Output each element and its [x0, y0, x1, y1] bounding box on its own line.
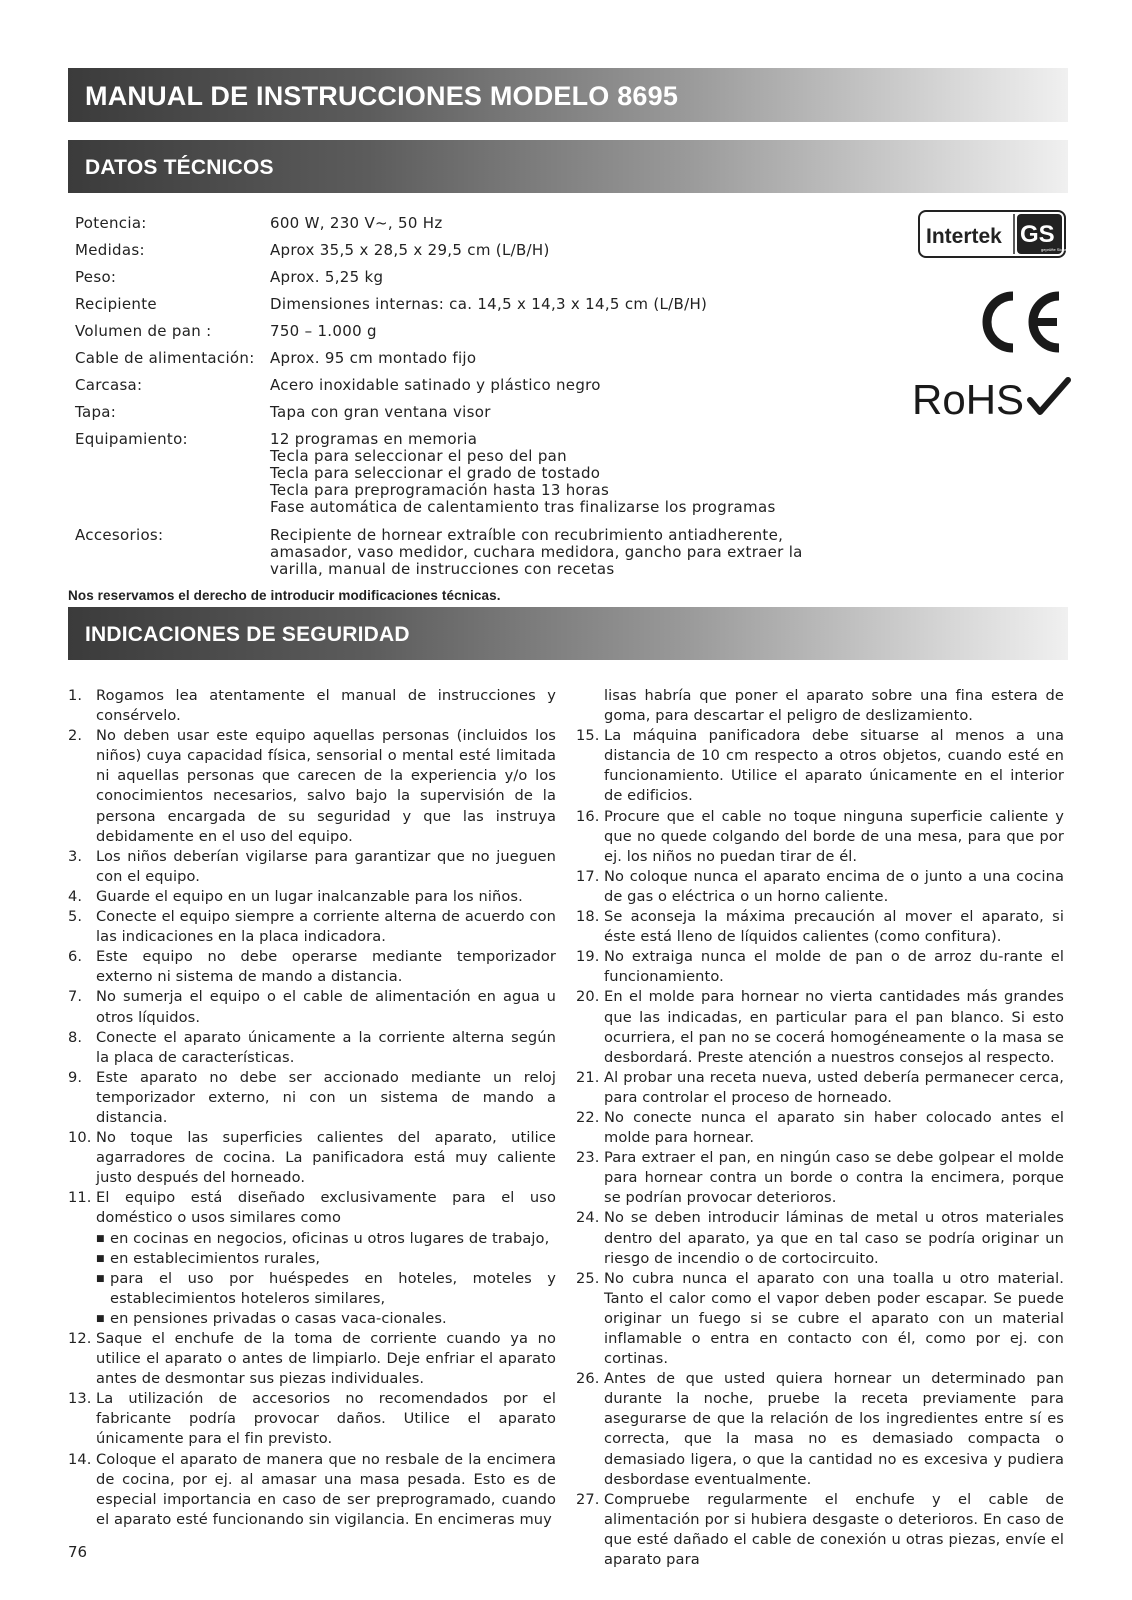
safety-item-text: No cubra nunca el aparato con una toalla u otro material. Tanto el calor como el vapor deben poder escapar. Se puede originar un fuego si se cubre el aparato con un material inflamable o entra en contacto con él, como por ej. con cortinas. [604, 1269, 1064, 1368]
safety-item-number: 18. [576, 908, 600, 926]
spec-label: Peso: [75, 268, 117, 286]
safety-item-text: Rogamos lea atentamente el manual de instrucciones y consérvelo. [96, 687, 556, 725]
safety-item-text: Coloque el aparato de manera que no resbale de la encimera de cocina, por ej. al amasar una masa pesada. Esto es de especial importancia en caso de ser preprogramado, cuando el aparato esté funcionando sin vigilancia. En encimeras muy [96, 1450, 556, 1528]
safety-item-number: 12. [68, 1330, 92, 1347]
safety-bullet-text: para el uso por huéspedes en hoteles, moteles y establecimientos hoteleros similares, [110, 1269, 556, 1307]
spec-row [75, 210, 875, 237]
spec-value [270, 318, 875, 345]
spec-value-line: Aprox. 95 cm montado fijo [270, 349, 477, 367]
safety-item-text: No sumerja el equipo o el cable de alimentación en agua u otros líquidos. [96, 988, 556, 1026]
spec-value [270, 372, 875, 399]
spec-label: Equipamiento: [75, 430, 188, 448]
safety-item [68, 1389, 556, 1449]
spec-value [270, 237, 875, 264]
safety-item [576, 867, 1064, 907]
tech-data-title: DATOS TÉCNICOS [85, 156, 274, 179]
safety-item-text: Al probar una receta nueva, usted debería permanecer cerca, para controlar el proceso de horneado. [604, 1068, 1064, 1106]
safety-item [576, 947, 1064, 987]
spec-row [75, 399, 875, 426]
safety-item [576, 1490, 1064, 1570]
safety-item-number: 20. [576, 988, 600, 1006]
safety-item [576, 1208, 1064, 1268]
spec-label: Tapa: [75, 403, 117, 421]
safety-item-number: 26. [576, 1370, 600, 1388]
page-number: 76 [68, 1543, 88, 1561]
safety-item-text: La utilización de accesorios no recomendados por el fabricante podría provocar daños. Utilice el aparato únicamente para el fin previsto. [96, 1390, 556, 1448]
safety-item-text: Conecte el equipo siempre a corriente alterna de acuerdo con las indicaciones en la placa indicadora. [96, 908, 556, 946]
safety-item-text: Procure que el cable no toque ninguna superficie caliente y que no quede colgando del borde de una mesa, para que por ej. los niños no puedan tirar de él. [604, 807, 1064, 865]
safety-item-text: La máquina panificadora debe situarse al menos a una distancia de 10 cm respecto a otros objetos, cuando esté en funcionamiento. Utilice el aparato únicamente en el interior de edificios. [604, 727, 1064, 805]
safety-item-number: 22. [576, 1108, 600, 1126]
safety-item-number: 27. [576, 1490, 600, 1508]
square-bullet-icon: ■ [96, 1233, 105, 1244]
safety-item-text: Se aconseja la máxima precaución al mover el aparato, si éste está lleno de líquidos calientes (como confitura). [604, 908, 1064, 946]
safety-bullet-item [68, 1229, 556, 1249]
safety-item [68, 1450, 556, 1530]
spec-label: Potencia: [75, 214, 147, 232]
safety-item-text: Compruebe regularmente el enchufe y el cable de alimentación por si hubiera desgaste o deterioros. En caso de que esté dañado el cable de conexión u otras piezas, envíe el aparato para [604, 1490, 1064, 1569]
spec-value-line: Recipiente de hornear extraíble con recubrimiento antiadherente, [270, 526, 784, 544]
spec-row [75, 522, 875, 578]
safety-title: INDICACIONES DE SEGURIDAD [85, 623, 410, 646]
tech-data-header [68, 140, 1068, 193]
intertek-gs-logo [918, 210, 1075, 258]
safety-item-text: Conecte el aparato únicamente a la corriente alterna según la placa de características. [96, 1028, 556, 1066]
spec-value-line: Tecla para seleccionar el grado de tostado [270, 464, 601, 482]
spec-row [75, 264, 875, 291]
safety-item [68, 726, 556, 847]
spec-value-line: Fase automática de calentamiento tras finalizarse los programas [270, 498, 776, 516]
square-bullet-icon: ■ [96, 1273, 105, 1284]
safety-item-text: Este aparato no debe ser accionado mediante un reloj temporizador externo, ni con un sistema de mando a distancia. [96, 1068, 556, 1126]
safety-item [576, 807, 1064, 867]
safety-item-number: 1. [68, 687, 83, 704]
safety-item-text: Para extraer el pan, en ningún caso se debe golpear el molde para hornear contra un borde o contra la encimera, porque se podrían provocar deterioros. [604, 1149, 1064, 1207]
rohs-logo [912, 372, 1072, 424]
square-bullet-icon: ■ [96, 1253, 105, 1264]
safety-item-text: Este equipo no debe operarse mediante temporizador externo ni sistema de mando a distancia. [96, 948, 556, 986]
safety-item-number: 8. [68, 1028, 83, 1046]
spec-value [270, 210, 875, 237]
safety-bullet-text: en pensiones privadas o casas vaca-cionales. [110, 1309, 447, 1327]
safety-bullet-item [68, 1269, 556, 1309]
spec-value-line: amasador, vaso medidor, cuchara medidora, gancho para extraer la [270, 543, 803, 561]
safety-item [68, 1028, 556, 1068]
spec-value-line: Aprox 35,5 x 28,5 x 29,5 cm (L/B/H) [270, 241, 550, 259]
spec-value-line: Aprox. 5,25 kg [270, 268, 384, 286]
safety-item [68, 887, 556, 907]
spec-value [270, 522, 875, 578]
spec-label: Volumen de pan : [75, 322, 212, 340]
safety-item-text: No toque las superficies calientes del aparato, utilice agarradores de cocina. La panificadora está muy caliente justo después del horneado. [96, 1129, 556, 1187]
square-bullet-icon: ■ [96, 1313, 105, 1324]
spec-value-line: 750 – 1.000 g [270, 322, 377, 340]
spec-label: Accesorios: [75, 526, 164, 544]
safety-item [68, 987, 556, 1027]
safety-item-number: 13. [68, 1390, 92, 1408]
spec-label: Cable de alimentación: [75, 349, 255, 367]
safety-item [576, 1269, 1064, 1369]
spec-label: Carcasa: [75, 376, 143, 394]
safety-item-number: 11. [68, 1189, 92, 1207]
spec-value [270, 264, 875, 291]
safety-item [576, 1108, 1064, 1148]
safety-item [576, 907, 1064, 947]
spec-value-line: Tecla para seleccionar el peso del pan [270, 447, 567, 465]
checkmark-icon [1030, 380, 1068, 412]
safety-item-number: 2. [68, 727, 83, 745]
safety-item [68, 686, 556, 726]
specs-table [75, 210, 875, 584]
safety-item-number: 25. [576, 1269, 600, 1287]
safety-item [576, 987, 1064, 1067]
safety-item [576, 1068, 1064, 1108]
safety-item-number: 21. [576, 1068, 600, 1086]
safety-item [576, 726, 1064, 806]
safety-item-number: 3. [68, 847, 83, 865]
safety-item [68, 907, 556, 947]
safety-item [576, 1369, 1064, 1490]
safety-bullet-text: en establecimientos rurales, [110, 1249, 321, 1267]
safety-item-number: 9. [68, 1068, 83, 1086]
spec-value-line: varilla, manual de instrucciones con recetas [270, 560, 615, 578]
gs-mark: GS [1020, 221, 1055, 248]
safety-item-number: 17. [576, 867, 600, 885]
spec-row [75, 237, 875, 264]
spec-row [75, 372, 875, 399]
safety-item-14-continued: lisas habría que poner el aparato sobre una fina estera de goma, para descartar el peligro de deslizamiento. [604, 687, 1064, 725]
rohs-text: RoHS [912, 376, 1025, 423]
safety-item-text: Antes de que usted quiera hornear un determinado pan durante la noche, pruebe la receta previamente para asegurarse de que la relación de los ingredientes entre sí es correcta, que la masa no es demasiado compacta o demasiado ligera, o que la cantidad no es excesiva y pudiera desbordase eventualmente. [604, 1370, 1064, 1488]
safety-item-text: No conecte nunca el aparato sin haber colocado antes el molde para hornear. [604, 1108, 1064, 1147]
safety-column-left [68, 686, 556, 1530]
safety-item-number: 19. [576, 948, 600, 966]
safety-item-text: Guarde el equipo en un lugar inalcanzable para los niños. [96, 887, 523, 905]
safety-item-number: 23. [576, 1149, 600, 1167]
spec-value-line: Acero inoxidable satinado y plástico negro [270, 376, 601, 394]
safety-item-number: 15. [576, 727, 600, 745]
safety-item-text: Los niños deberían vigilarse para garantizar que no jueguen con el equipo. [96, 847, 556, 885]
spec-value-line: 12 programas en memoria [270, 430, 478, 448]
safety-item-number: 7. [68, 988, 83, 1006]
safety-item-text: El equipo está diseñado exclusivamente para el uso doméstico o usos similares como [96, 1189, 556, 1227]
spec-value [270, 345, 875, 372]
safety-item [68, 1188, 556, 1228]
safety-item-text: No deben usar este equipo aquellas personas (incluidos los niños) cuya capacidad física, sensorial o mental esté limitada ni aquellas personas que carecen de la experiencia y/o los conocimientos necesarios, salvo bajo la supervisión de la persona encargada de su seguridad y que las instruya debidamente en el uso del equipo. [96, 727, 556, 845]
safety-item-number: 14. [68, 1450, 92, 1468]
ce-mark-logo [973, 288, 1065, 356]
safety-header [68, 607, 1068, 660]
safety-item-number: 16. [576, 807, 600, 825]
spec-value-line: Dimensiones internas: ca. 14,5 x 14,3 x 14,5 cm (L/B/H) [270, 295, 708, 313]
spec-row [75, 426, 875, 516]
spec-value-line: 600 W, 230 V~, 50 Hz [270, 214, 443, 232]
safety-bullet-item [68, 1249, 556, 1269]
spec-value-line: Tapa con gran ventana visor [270, 403, 491, 421]
safety-item-number: 4. [68, 887, 83, 905]
spec-label: Recipiente [75, 295, 157, 313]
spec-row [75, 345, 875, 372]
safety-item-text: Saque el enchufe de la toma de corriente cuando ya no utilice el aparato o antes de limpiarlo. Deje enfriar el aparato antes de desmontar sus piezas individuales. [96, 1330, 556, 1388]
safety-item [68, 947, 556, 987]
spec-value [270, 426, 875, 516]
safety-item [68, 1068, 556, 1128]
safety-item-number: 24. [576, 1209, 600, 1227]
safety-item-number: 6. [68, 948, 83, 966]
safety-column-right [576, 686, 1064, 1570]
safety-item-text: No extraiga nunca el molde de pan o de arroz du-rante el funcionamiento. [604, 948, 1064, 986]
gs-subtext: geprüfte Sicherheit [1041, 247, 1075, 252]
safety-item [576, 1148, 1064, 1208]
safety-bullet-text: en cocinas en negocios, oficinas u otros lugares de trabajo, [110, 1229, 550, 1247]
manual-title: MANUAL DE INSTRUCCIONES MODELO 8695 [85, 81, 679, 111]
spec-label: Medidas: [75, 241, 145, 259]
safety-item [68, 1329, 556, 1389]
disclaimer: Nos reservamos el derecho de introducir modificaciones técnicas. [68, 588, 501, 603]
safety-item-text: No se deben introducir láminas de metal u otros materiales dentro del aparato, ya que en tal caso se podría originar un riesgo de incendio o de cortocircuito. [604, 1209, 1064, 1267]
manual-title-band [68, 68, 1068, 122]
spec-value [270, 291, 875, 318]
safety-bullet-item [68, 1309, 556, 1329]
spec-value-line: Tecla para preprogramación hasta 13 horas [270, 481, 610, 499]
safety-item-number: 5. [68, 908, 83, 926]
spec-value [270, 399, 875, 426]
safety-item [68, 1128, 556, 1188]
intertek-text: Intertek [926, 225, 1002, 248]
safety-item-text: En el molde para hornear no vierta cantidades más grandes que las indicadas, en particular para el pan blanco. Si esto ocurriera, el pan no se cocerá homogéneamente o la masa se desbordará. Preste atención a nuestros consejos al respecto. [604, 988, 1064, 1066]
safety-item-number: 10. [68, 1129, 92, 1147]
spec-row [75, 318, 875, 345]
spec-row [75, 291, 875, 318]
safety-item [68, 847, 556, 887]
safety-item-text: No coloque nunca el aparato encima de o junto a una cocina de gas o eléctrica o un horno caliente. [604, 867, 1064, 905]
